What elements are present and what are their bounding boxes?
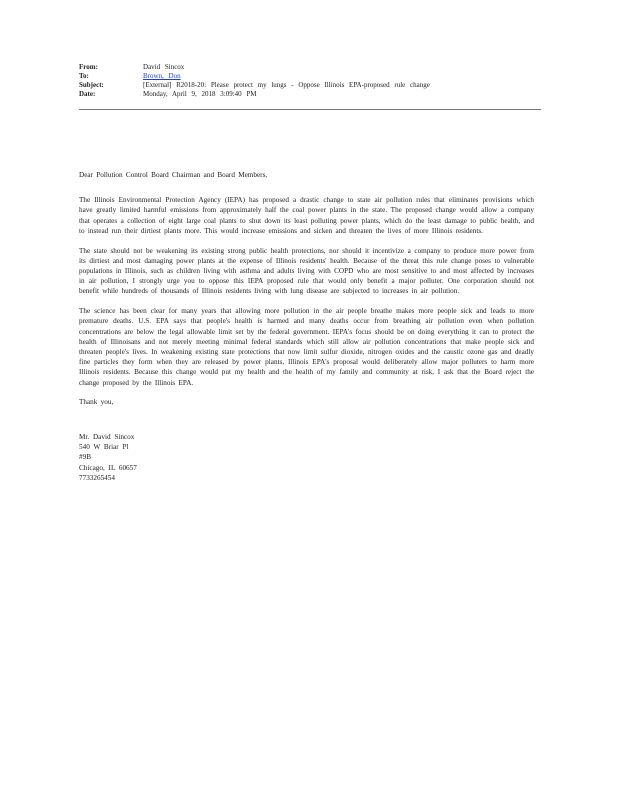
subject-value: [External] R2018-20: Please protect my lungs - Oppose Illinois EPA-proposed rule change [143, 81, 430, 89]
date-row [79, 90, 541, 99]
to-recipient-link[interactable]: Brown, Don [143, 72, 181, 80]
date-value: Monday, April 9, 2018 3:09:40 PM [143, 90, 257, 98]
signature-unit: #9B [79, 453, 91, 462]
signature-phone: 7733265454 [79, 473, 115, 482]
subject-label: Subject: [79, 81, 104, 89]
from-label: From: [79, 63, 98, 71]
letter-body [79, 170, 534, 483]
paragraph-1: The Illinois Environmental Protection Agency (IEPA) has proposed a drastic change to state air pollution rules that eliminates provisions which have greatly limited harmful emissions from approximately half the coal power plants in the state. The proposed change would allow a company that operates a collection of eight large coal plants to shut down its least polluting power plants, which do the least damage to public health, and to instead run their dirtiest plants more. This would increase emissions and sicken and threaten the lives of more Illinois residents. [79, 196, 534, 235]
signature-street: 540 W Briar Pl [79, 442, 129, 451]
salutation: Dear Pollution Control Board Chairman and Board Members, [79, 171, 268, 179]
to-row [79, 72, 541, 81]
closing: Thank you, [79, 398, 114, 407]
subject-row [79, 81, 541, 90]
from-value: David Sincox [143, 63, 185, 71]
date-label: Date: [79, 90, 96, 98]
signature-city: Chicago, IL 60657 [79, 463, 137, 472]
paragraph-2: The state should not be weakening its existing strong public health protections, nor should it incentivize a company to produce more power from its dirtiest and most damaging power plants at the expense of Illinois residents' health. Because of the threat this rule change poses to vulnerable populations in Illinois, such as children living with asthma and adults living with COPD who are most sensitive to and most affected by increases in air pollution, I strongly urge you to oppose this IEPA proposed rule that would only benefit a major polluter. One corporation should not benefit while hundreds of thousands of Illinois residents living with lung disease are subjected to increases in air pollution. [79, 246, 534, 296]
to-label: To: [79, 72, 89, 80]
email-header [79, 63, 541, 99]
from-row [79, 63, 541, 72]
paragraph-3: The science has been clear for many years that allowing more pollution in the air people breathe makes more people sick and leads to more premature deaths. U.S. EPA says that people's health is harmed and many deaths occur from breathing air pollution even when pollution concentrations are below the legal allowable limit set by the federal government. IEPA's focus should be on doing everything it can to protect the health of Illinoisans and not merely meeting minimal federal standards which still allow air pollution concentrations that make people sick and threaten people's lives. In weakening existing state protections that now limit sulfur dioxide, nitrogen oxides and the caustic ozone gas and deadly fine particles they form when they are released by power plants, Illinois EPA's proposal would deliberately allow major polluters to harm more Illinois residents. Because this change would put my health and the health of my family and community at risk, I ask that the Board reject the change proposed by the Illinois EPA. [79, 307, 534, 387]
signature-name: Mr. David Sincox [79, 432, 135, 441]
signature-block [79, 432, 534, 483]
header-divider [79, 109, 541, 110]
